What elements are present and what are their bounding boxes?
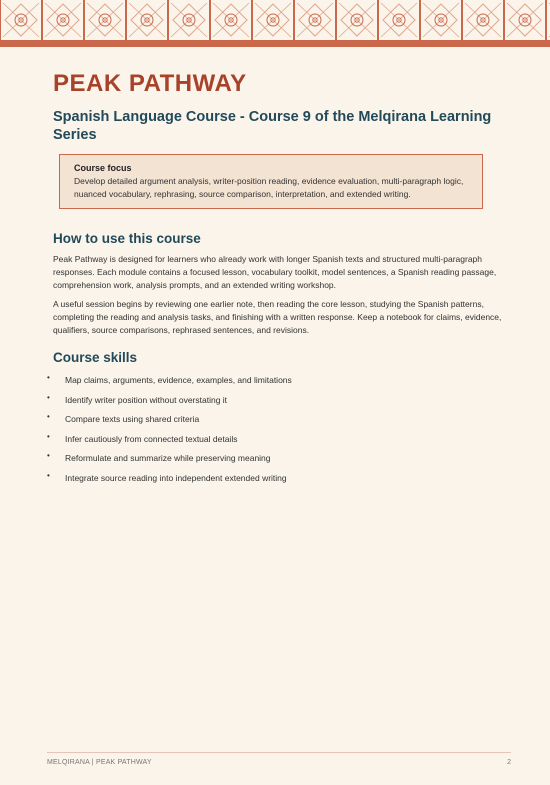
page-title: PEAK PATHWAY — [53, 70, 247, 97]
bullet-icon: • — [47, 470, 50, 480]
skill-text: Infer cautiously from connected textual details — [65, 433, 238, 444]
skills-list — [47, 373, 503, 492]
skill-text: Identify writer position without overstating it — [65, 394, 228, 405]
how-to-heading: How to use this course — [53, 231, 201, 246]
how-to-paragraph: A useful session begins by reviewing one earlier note, then reading the core lesson, studying the Spanish patterns, completing the reading and analysis tasks, and finishing with a written response. Keep a notebook for claims, evidence, qualifiers, source comparisons, rephrased sentences, and revisions. — [53, 299, 502, 335]
skill-text: Integrate source reading into independent extended writing — [65, 472, 287, 483]
course-focus-label: Course focus — [74, 163, 132, 173]
list-item — [47, 451, 503, 472]
bullet-icon: • — [47, 392, 50, 402]
decorative-pattern — [0, 0, 550, 47]
skill-text: Map claims, arguments, evidence, examples, and limitations — [65, 375, 292, 385]
list-item — [47, 412, 503, 433]
course-focus-box — [59, 154, 483, 209]
skill-text: Compare texts using shared criteria — [65, 414, 200, 425]
page-number: 2 — [507, 759, 511, 766]
page-subtitle: Spanish Language Course - Course 9 of the Melqirana Learning Series — [53, 109, 492, 143]
bullet-icon: • — [47, 412, 50, 422]
list-item — [47, 392, 503, 414]
bullet-icon: • — [47, 451, 50, 461]
course-focus-text: Develop detailed argument analysis, writer-position reading, evidence evaluation, multi-paragraph logic, nuanced vocabulary, rephrasing, source comparison, interpretation, and extended writing. — [74, 176, 464, 199]
page-content — [47, 70, 503, 492]
footer-divider — [47, 752, 511, 753]
skill-text: Reformulate and summarize while preserving meaning — [65, 453, 271, 464]
bullet-icon: • — [47, 431, 50, 441]
bullet-icon: • — [47, 373, 50, 382]
list-item — [47, 373, 503, 394]
how-to-paragraph: Peak Pathway is designed for learners who already work with longer Spanish texts and structured multi-paragraph responses. Each module contains a focused lesson, vocabulary toolkit, model sentences, a Spanish reading passage, comprehension work, analysis prompts, and an extended writing workshop. — [53, 254, 497, 290]
footer-label: MELQIRANA | PEAK PATHWAY — [47, 759, 152, 766]
header-pattern-band — [0, 0, 550, 47]
list-item — [47, 431, 503, 453]
pattern-bottom-band — [0, 40, 550, 47]
skills-heading: Course skills — [53, 350, 138, 365]
list-item — [47, 470, 503, 492]
